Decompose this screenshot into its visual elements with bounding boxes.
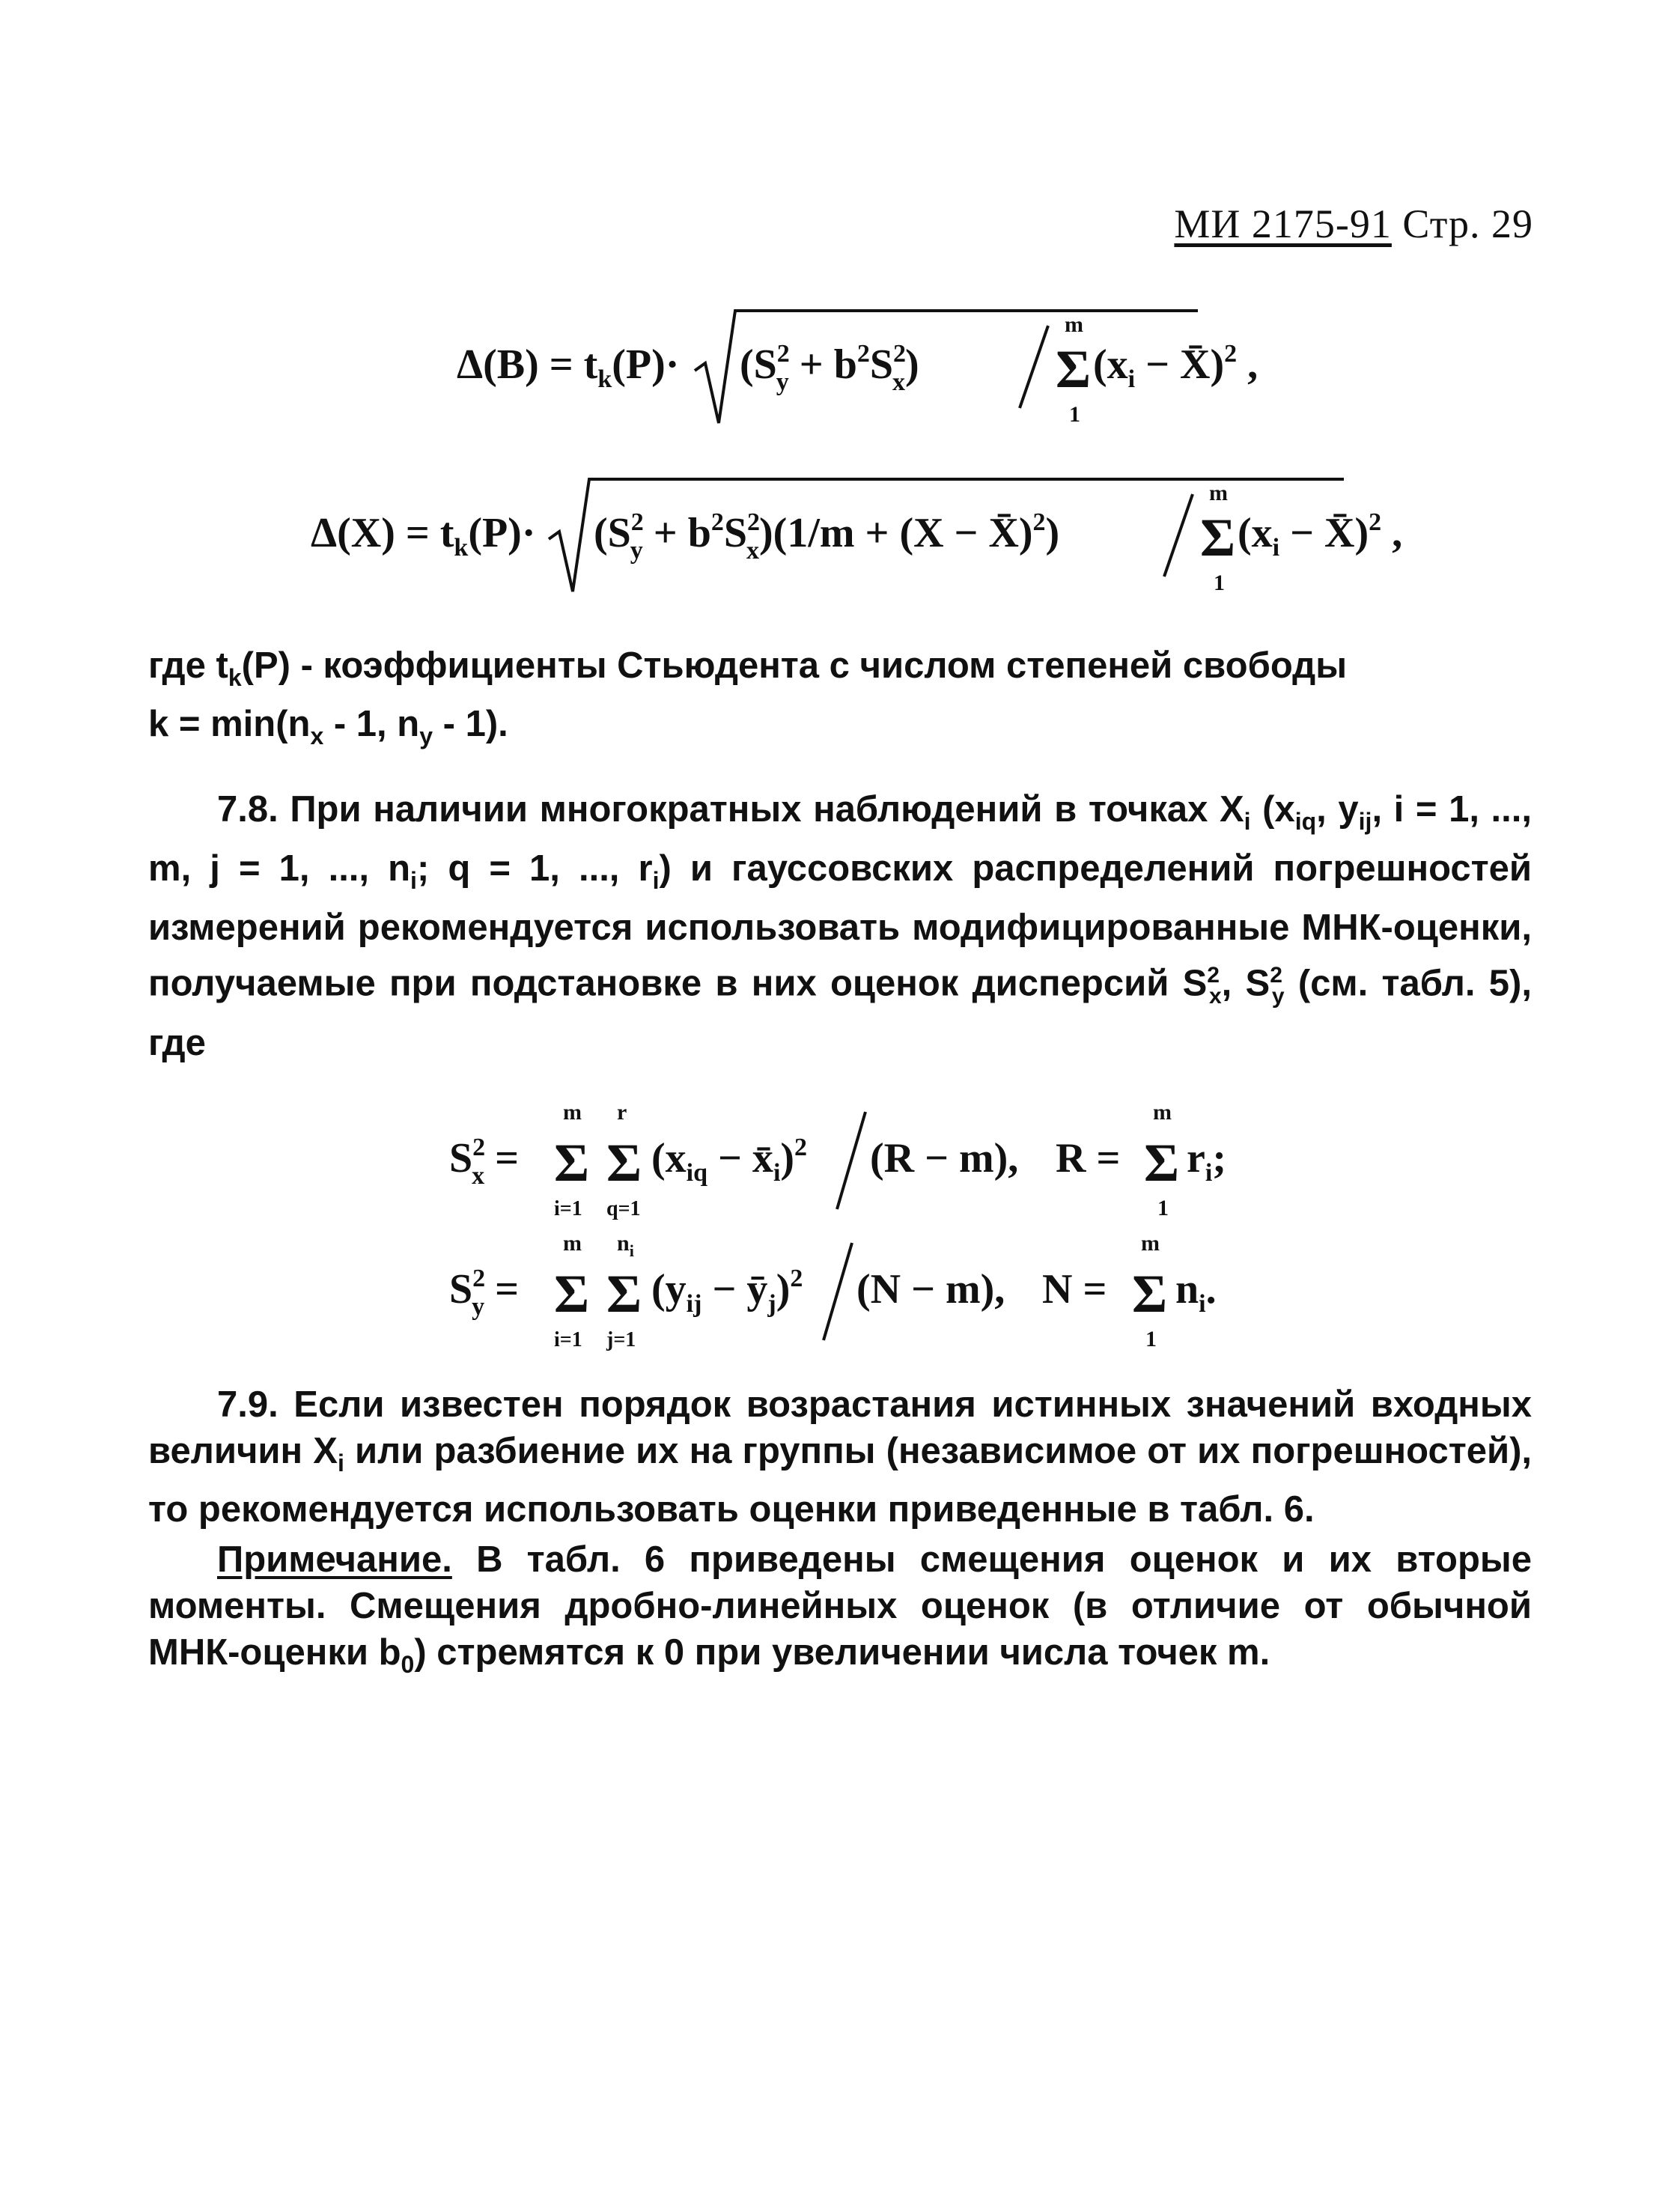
- svg-text:q=1: q=1: [606, 1197, 641, 1220]
- svg-text:(S2y + b2S2x): ($S^2$ $y + b^2S^2$ x): [740, 340, 919, 396]
- svg-text:ni.: $n_i$.: [1175, 1266, 1217, 1318]
- formula-delta-x-svg: [311, 464, 1419, 614]
- note-paragraph: Примечание. В табл. 6 приведены смещения оценок и их вторые моменты. Смещения дробно-линейных оценок (в отличие от обычной МНК-оценки $b_0$) стремятся к 0 при увеличении числа точек m.: [148, 1539, 1532, 1678]
- svg-text:j=1: j=1: [606, 1328, 636, 1351]
- svg-text:ri;: $r_i$;: [1187, 1135, 1226, 1187]
- fraction-slash: [1020, 326, 1048, 408]
- svg-text:ni: $n_i$: [617, 1231, 634, 1260]
- page-header: [1174, 201, 1533, 247]
- svg-text:(yij − ȳj)2: ($y_{ij}$ − $ȳ_j)^2$: [651, 1265, 803, 1318]
- svg-text:m: m: [563, 1231, 582, 1256]
- svg-text:R =: R =: [1056, 1135, 1121, 1181]
- svg-text:m: m: [1065, 312, 1083, 337]
- formula-sy2: [449, 1228, 1273, 1366]
- svg-text:(xi − X̄)2,: ($x_i$ − X̄)$^2$ ,: [1093, 340, 1259, 393]
- formula-sy2-svg: [449, 1228, 1273, 1355]
- fraction-slash: [824, 1243, 852, 1340]
- svg-text:(xi − X̄)2,: ($x_i$ − X̄)$^2$ ,: [1238, 508, 1403, 562]
- note-label: Примечание.: [217, 1539, 452, 1580]
- svg-text:Δ(B) = tk(P)·: $\Delta(B) = t_k(P)\cdot$: [457, 341, 680, 393]
- formula-delta-b: [457, 296, 1295, 456]
- sum-symbol: Σ: [1200, 508, 1236, 568]
- svg-text:m: m: [563, 1100, 582, 1125]
- fraction-slash: [1164, 494, 1193, 577]
- sum-symbol-n: Σ: [1132, 1264, 1168, 1324]
- svg-text:i=1: i=1: [554, 1328, 582, 1351]
- svg-text:r: r: [617, 1100, 627, 1125]
- sum-symbol-q: Σ: [606, 1133, 642, 1193]
- svg-text:S2x=: $S^2$ x =: [449, 1134, 520, 1190]
- sum-symbol-i: Σ: [554, 1264, 590, 1324]
- page-number: Стр. 29: [1402, 201, 1533, 246]
- paragraph-7-9: 7.9. Если известен порядок возрастания истинных значений входных величин $X_i$ или разбиение их на группы (независимое от их погрешностей), то рекомендуется использовать оценки приведенные в табл. 6.: [148, 1384, 1532, 1530]
- sum-symbol-j: Σ: [606, 1264, 642, 1324]
- document-code: МИ 2175-91: [1174, 201, 1392, 246]
- svg-text:1: 1: [1157, 1196, 1169, 1220]
- svg-text:m: m: [1141, 1231, 1160, 1256]
- svg-text:1: 1: [1069, 402, 1080, 427]
- svg-text:1: 1: [1214, 571, 1225, 595]
- formula-delta-x: [311, 464, 1419, 624]
- where-paragraph: где $t_k(P)$ - коэффициенты Стьюдента с числом степеней свободы $k = \min(n_x - 1$, $n_y - 1$).: [148, 645, 1348, 749]
- svg-text:(xiq − x̄i)2: ($x_{iq}$ − $x̄_i)^2$: [651, 1134, 808, 1187]
- paragraph-7-8: 7.8. При наличии многократных наблюдений в точках $X_i$ ($x_{iq}$, $y_{ij}$, i = 1, ..., m, j = 1, ..., $n_i$; q = 1, ..., $r_i$) и гауссовских распределений погрешностей измерений рекомендуется использовать модифицированные МНК-оценки, получаемые при подстановке в них оценок дисперсий $S^2_x$, $S^2_y$ (см. табл. 5), где: [148, 789, 1533, 1063]
- svg-text:S2y=: $S^2$ y =: [449, 1265, 520, 1321]
- formula-delta-b-svg: [457, 296, 1295, 445]
- svg-text:(N − m),: (N − m),: [856, 1266, 1005, 1313]
- svg-text:m: m: [1209, 481, 1228, 505]
- svg-text:i=1: i=1: [554, 1197, 582, 1220]
- sum-symbol-i: Σ: [554, 1133, 590, 1193]
- svg-text:(R − m),: (R − m),: [870, 1135, 1019, 1181]
- svg-text:(S2y + b2S2x)(1/m + (X − X̄)2): ($S^2$ $y + b^2S^2$ x)(1/m + (X − X̄)$^2$): [594, 508, 1060, 565]
- formula-sx2-svg: [449, 1097, 1273, 1224]
- svg-text:Δ(X) = tk(P)·: $\Delta(X) = t_k(P)\cdot$: [311, 510, 536, 562]
- fraction-slash: [837, 1112, 865, 1209]
- sum-symbol: Σ: [1056, 339, 1092, 399]
- formula-sx2: [449, 1097, 1273, 1235]
- svg-text:N =: N =: [1042, 1266, 1107, 1313]
- svg-text:m: m: [1153, 1100, 1172, 1125]
- svg-text:1: 1: [1145, 1327, 1157, 1351]
- sum-symbol-r: Σ: [1144, 1133, 1180, 1193]
